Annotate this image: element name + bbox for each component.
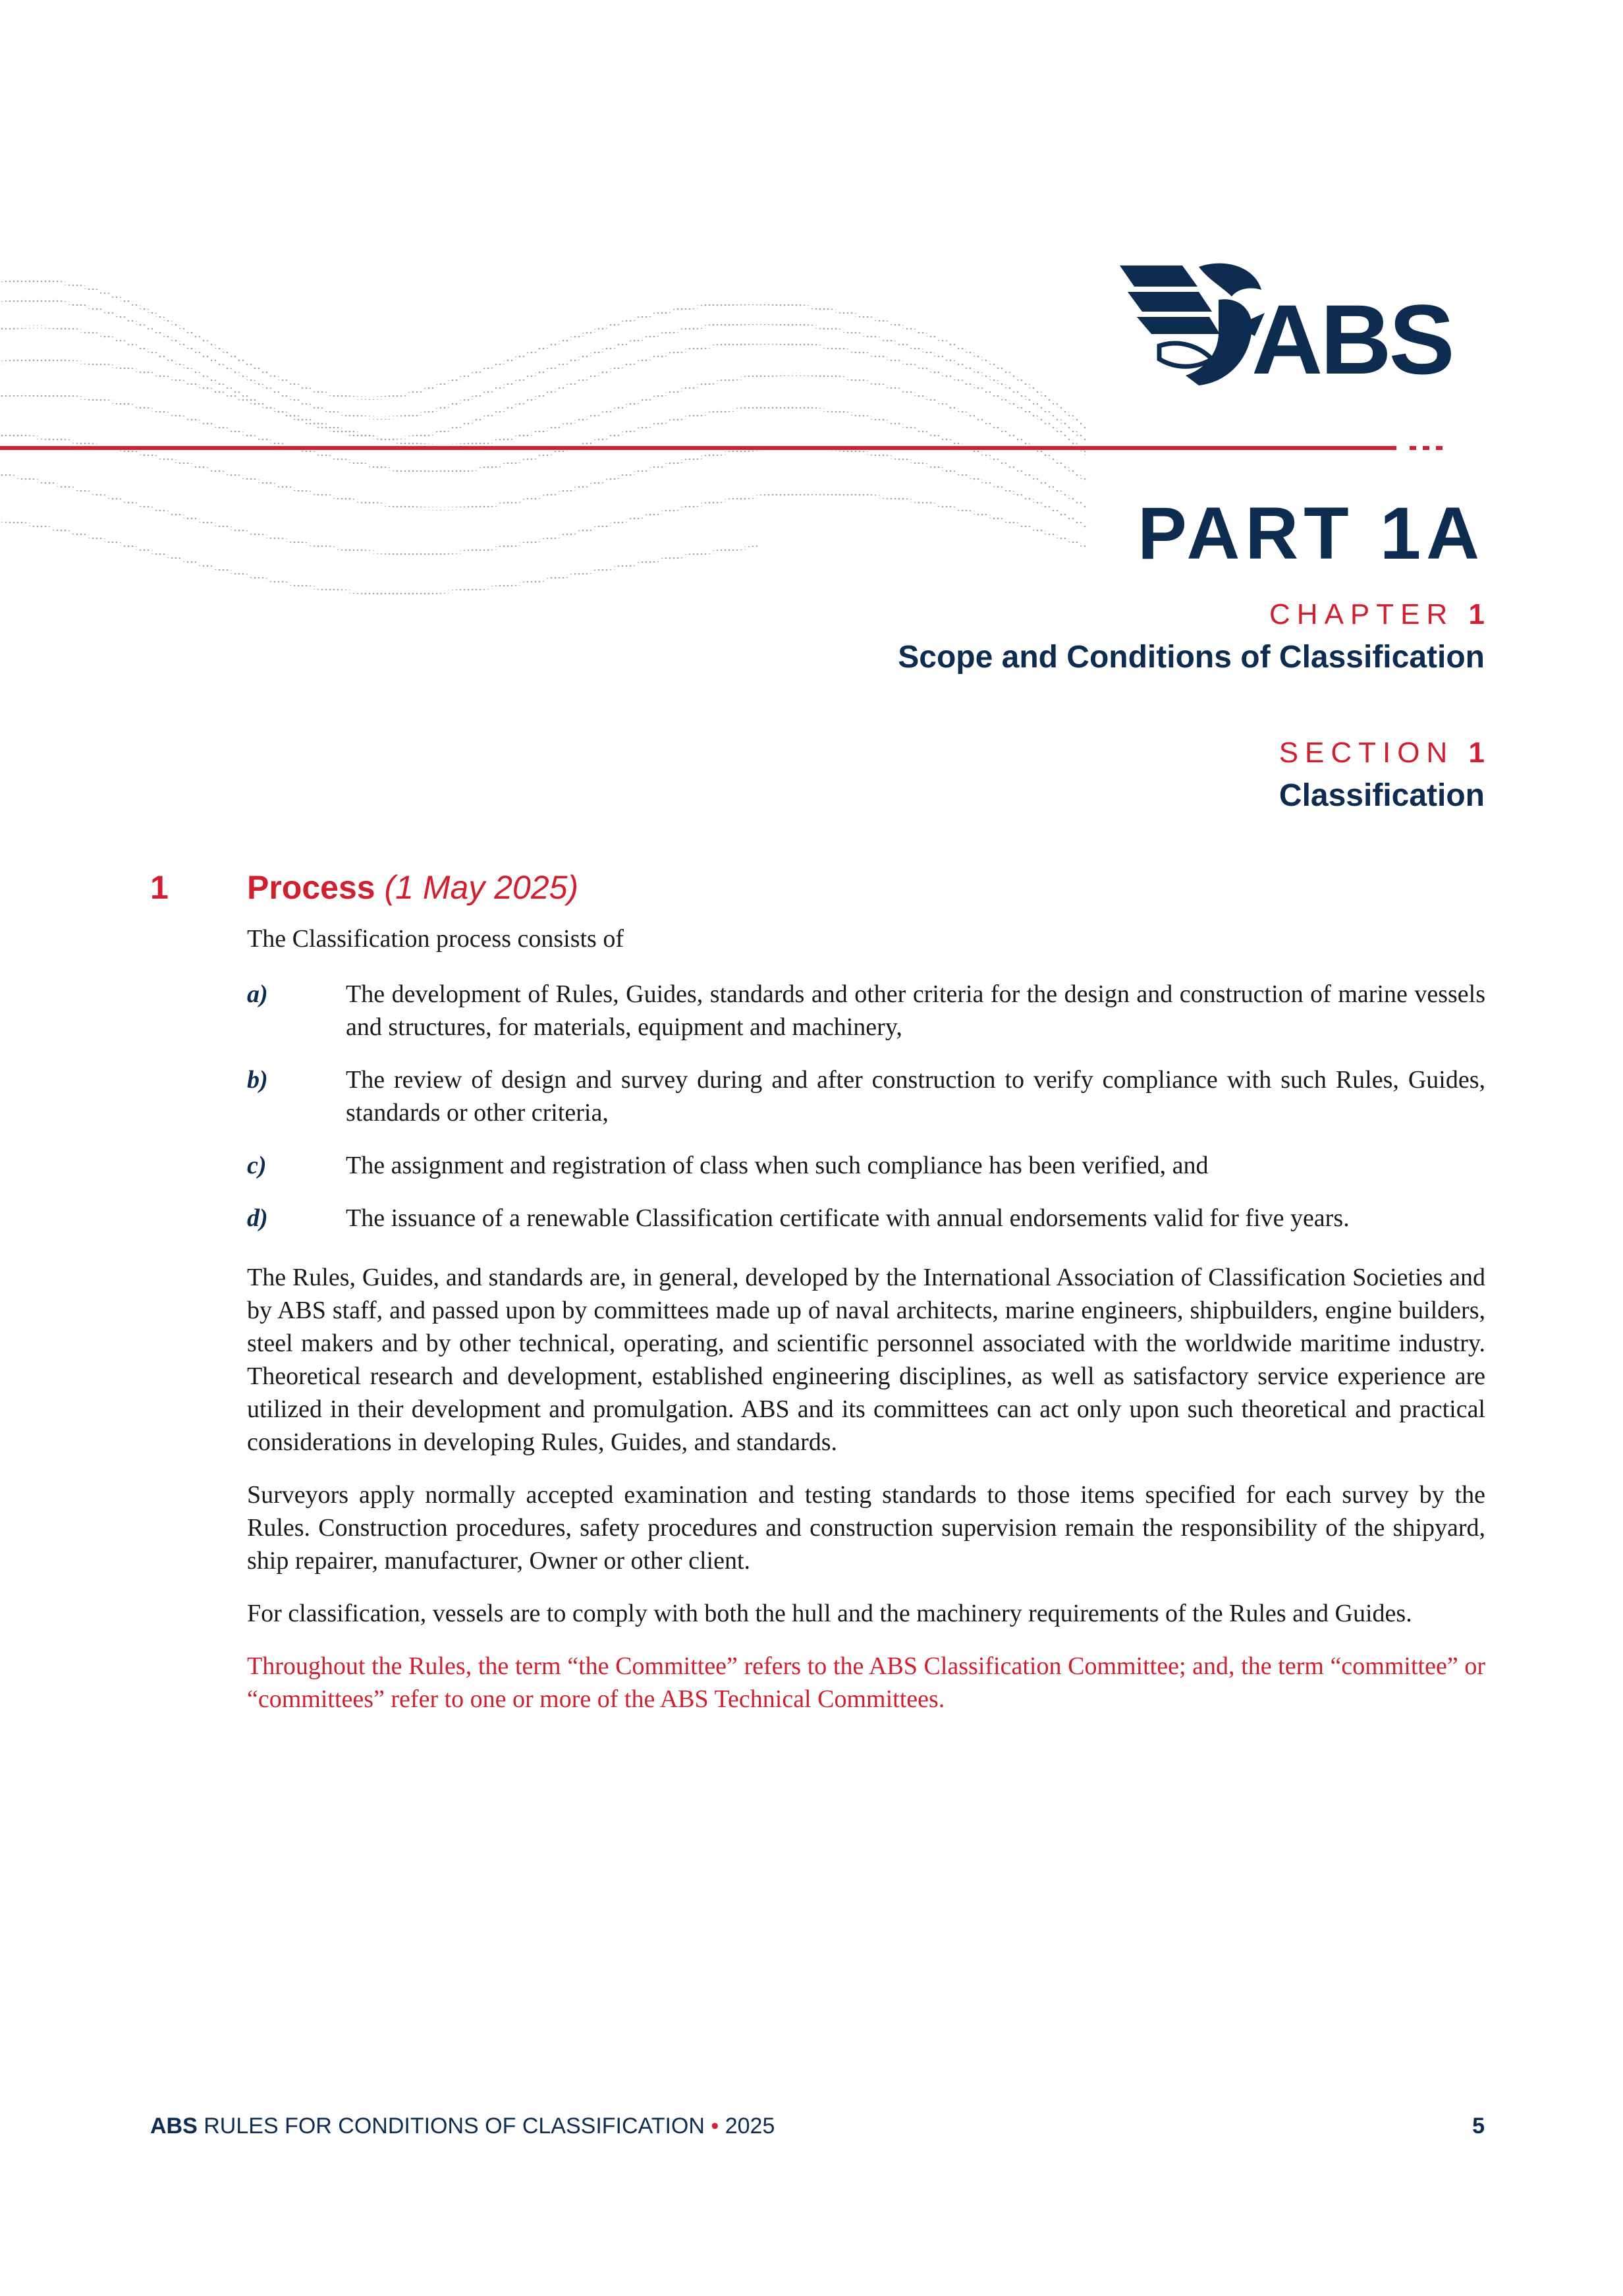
header-red-rule — [0, 446, 1396, 450]
page-number: 5 — [1472, 2114, 1485, 2139]
body-paragraph: For classification, vessels are to comply with both the hull and the machinery requirements of the Rules and Guides. — [247, 1600, 1412, 1627]
list-item-label: d) — [247, 1204, 268, 1232]
footer-doc-title: RULES FOR CONDITIONS OF CLASSIFICATION — [204, 2114, 705, 2139]
chapter-title: Scope and Conditions of Classification — [898, 640, 1485, 675]
list-item-text: The review of design and survey during and after construction to verify compliance with such Rules, Guides, standards or other criteria, — [346, 1066, 1485, 1127]
subsection-number: 1 — [150, 869, 169, 906]
list-item-label: b) — [247, 1066, 268, 1094]
body-paragraph: Surveyors apply normally accepted examination and testing standards to those items specified for each survey by the Rules. Construction procedures, safety procedures and construction supervision remain the responsibility of the shipyard, ship repairer, manufacturer, Owner or other client. — [247, 1481, 1485, 1575]
list-item-text: The assignment and registration of class when such compliance has been verified, and — [346, 1152, 1209, 1179]
footer-year: 2025 — [725, 2114, 775, 2139]
part-title: PART 1A — [1138, 492, 1485, 574]
revision-note-paragraph: Throughout the Rules, the term “the Committee” refers to the ABS Classification Committee; and, the term “committee” or “committees” refer to one or more of the ABS Technical Committees. — [247, 1652, 1485, 1713]
chapter-number: 1 — [1468, 598, 1485, 630]
subsection-title: Process — [247, 869, 375, 906]
list-item — [247, 1202, 1485, 1235]
decorative-wave-graphic — [0, 244, 1087, 613]
list-item — [247, 1149, 1485, 1182]
list-item-label: c) — [247, 1152, 267, 1179]
section-title: Classification — [1279, 778, 1485, 813]
chapter-kicker — [1269, 598, 1485, 631]
document-body — [247, 922, 1485, 1735]
body-paragraph: The Rules, Guides, and standards are, in general, developed by the International Association of Classification Societies and by ABS staff, and passed upon by committees made up of naval architects, marine engineers, shipbuilders, engine builders, steel makers and by other technical, operating, and scientific personnel associated with the worldwide maritime industry. Theoretical research and development, established engineering disciplines, as well as satisfactory service experience are utilized in their development and promulgation. ABS and its committees can act only upon such theoretical and practical considerations in developing Rules, Guides, and standards. — [247, 1264, 1485, 1456]
footer-title — [150, 2114, 775, 2139]
rule-dot — [1423, 446, 1429, 450]
list-item-text: The development of Rules, Guides, standards and other criteria for the design and construction of marine vessels and structures, for materials, equipment and machinery, — [346, 980, 1485, 1041]
rule-dot — [1410, 446, 1416, 450]
abs-logo-wordmark: ABS — [1252, 284, 1452, 395]
footer-bullet: • — [711, 2114, 719, 2139]
subsection-date: (1 May 2025) — [384, 869, 579, 906]
list-item — [247, 978, 1485, 1044]
section-kicker — [1279, 737, 1485, 770]
chapter-label: CHAPTER — [1269, 598, 1454, 630]
footer-brand: ABS — [150, 2114, 198, 2139]
list-item-text: The issuance of a renewable Classification certificate with annual endorsements valid for five years. — [346, 1204, 1350, 1232]
rule-dot — [1436, 446, 1443, 450]
list-item — [247, 1063, 1485, 1129]
subsection-heading — [247, 868, 578, 907]
intro-paragraph: The Classification process consists of — [247, 925, 624, 953]
list-item-label: a) — [247, 980, 268, 1008]
section-number: 1 — [1468, 737, 1485, 769]
section-label: SECTION — [1279, 737, 1454, 769]
